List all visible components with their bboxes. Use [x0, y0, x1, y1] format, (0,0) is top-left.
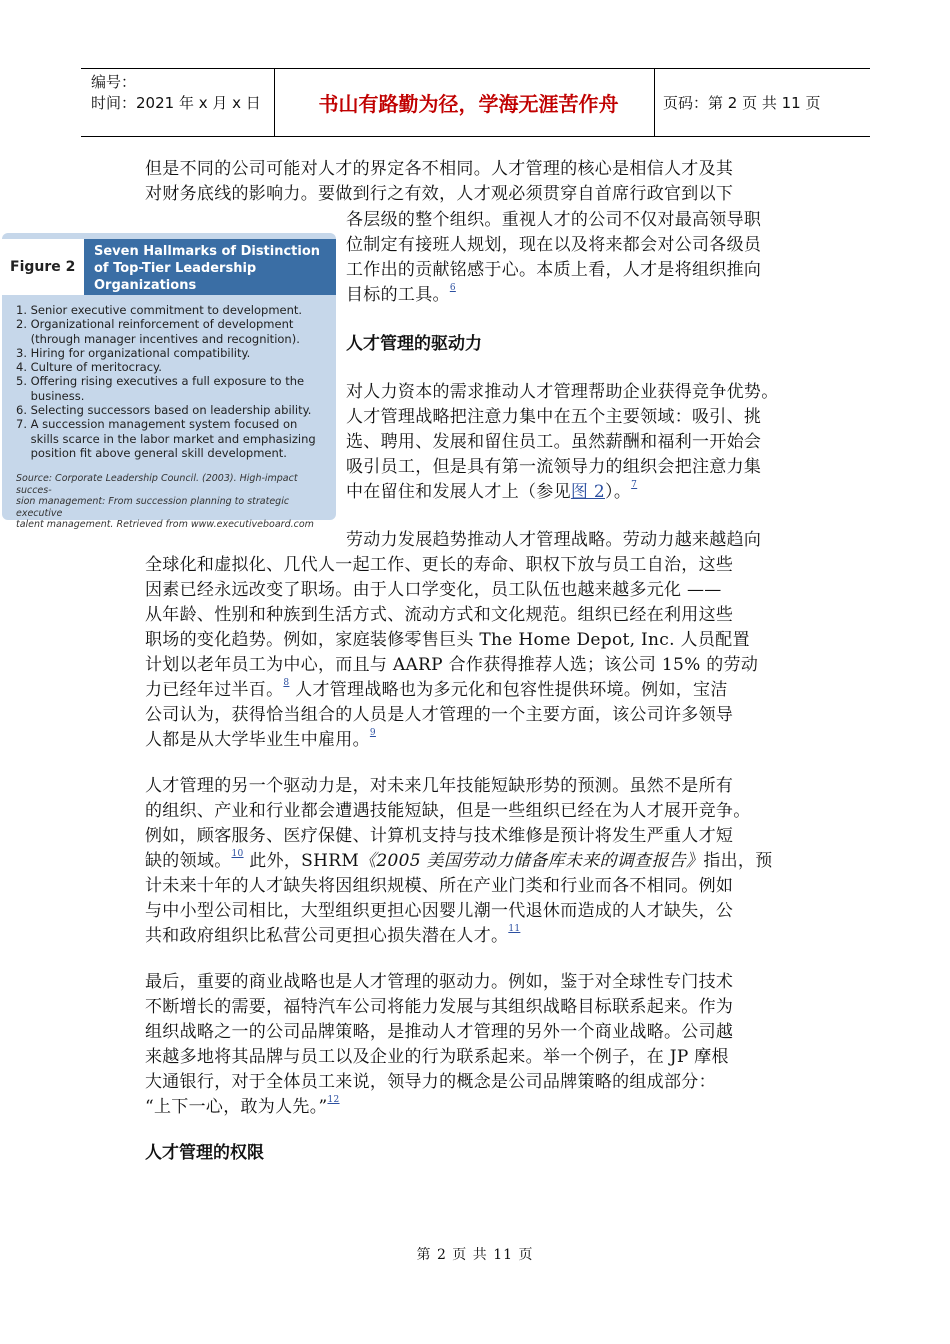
page-header	[81, 68, 870, 137]
paragraph-line: 最后，重要的商业战略也是人才管理的驱动力。例如，鉴于对全球性专门技术	[145, 972, 734, 992]
text-run: 共和政府组织比私营公司更担心损失潜在人才。	[145, 926, 509, 946]
paragraph-line: 大通银行，对于全体员工来说，领导力的概念是公司品牌策略的组成部分：	[145, 1072, 716, 1092]
footnote-link[interactable]: 7	[631, 480, 638, 490]
header-meta	[91, 72, 261, 114]
paragraph-line: 职场的变化趋势。例如，家庭装修零售巨头 The Home Depot, Inc. 人员配置	[145, 630, 750, 650]
text-run: 指出，预	[703, 851, 773, 871]
list-item: position fit above general skill development.	[16, 445, 287, 460]
footnote-link[interactable]: 11	[508, 924, 521, 934]
list-item: 3. Hiring for organizational compatibility.	[16, 345, 251, 360]
text-run: 缺的领域。	[145, 851, 232, 871]
hallmarks-list	[16, 303, 316, 460]
text-run: 目标的工具。	[346, 285, 450, 305]
figure-link[interactable]: 图 2	[570, 482, 606, 502]
paragraph-line: 工作出的贡献铭感于心。本质上看，人才是将组织推向	[346, 260, 762, 280]
date-line: 时间：2021 年 x 月 x 日	[91, 94, 261, 112]
paragraph-line	[145, 728, 376, 752]
source-line: talent management. Retrieved from www.executiveboard.com	[16, 519, 314, 530]
paragraph-line	[145, 924, 520, 948]
text-run: 人都是从大学毕业生中雇用。	[145, 730, 370, 750]
list-item: (through manager incentives and recognition).	[16, 331, 300, 346]
footnote-link[interactable]: 12	[327, 1095, 340, 1105]
list-item: business.	[16, 388, 85, 403]
paragraph-line: 与中小型公司相比，大型组织更担心因婴儿潮一代退休而造成的人才缺失，公	[145, 901, 734, 921]
list-item: 2. Organizational reinforcement of development	[16, 317, 294, 332]
paragraph-line: 的组织、产业和行业都会遭遇技能短缺，但是一些组织已经在为人才展开竞争。	[145, 801, 751, 821]
text-run: ）。	[605, 482, 632, 502]
paragraph-line: 计未来十年的人才缺失将因组织规模、所在产业门类和行业而各不相同。例如	[145, 876, 734, 896]
list-item: 6. Selecting successors based on leadership ability.	[16, 403, 312, 418]
list-item: 1. Senior executive commitment to development.	[16, 303, 303, 317]
paragraph-line: 计划以老年员工为中心，而且与 AARP 合作获得推荐人选；该公司 15% 的劳动	[145, 655, 759, 675]
paragraph-line: 劳动力发展趋势推动人才管理战略。劳动力越来越趋向	[346, 530, 762, 550]
paragraph-line	[145, 1095, 340, 1119]
paragraph-line	[346, 480, 637, 504]
text-run: 力已经年过半百。	[145, 680, 284, 700]
paragraph-line: 公司认为，获得恰当组合的人员是人才管理的一个主要方面，该公司许多领导	[145, 705, 734, 725]
list-item: skills scarce in the labor market and emphasizing	[16, 431, 316, 446]
paragraph-line: 但是不同的公司可能对人才的界定各不相同。人才管理的核心是相信人才及其	[145, 159, 734, 179]
page-footer: 第 2 页 共 11 页	[416, 1247, 534, 1263]
text-run: 此外，SHRM	[243, 851, 360, 871]
header-divider	[654, 69, 655, 136]
paragraph-line: 吸引员工，但是具有第一流领导力的组织会把注意力集	[346, 457, 762, 477]
number-label: 编号：	[91, 73, 137, 91]
figure-title: Seven Hallmarks of Distinction of Top-Tier Leadership Organizations	[84, 239, 336, 295]
footnote-link[interactable]: 10	[231, 849, 244, 859]
paragraph-line: 不断增长的需要，福特汽车公司将能力发展与其组织战略目标联系起来。作为	[145, 997, 734, 1017]
header-page-info: 页码：第 2 页 共 11 页	[663, 94, 821, 112]
paragraph-line	[145, 849, 773, 873]
footnote-link[interactable]: 8	[283, 678, 290, 688]
header-motto: 书山有路勤为径，学海无涯苦作舟	[318, 92, 619, 116]
figure-source	[16, 473, 331, 531]
paragraph-line: 位制定有接班人规划，现在以及将来都会对公司各级员	[346, 235, 762, 255]
section-heading: 人才管理的驱动力	[346, 334, 482, 354]
paragraph-line: 来越多地将其品牌与员工以及企业的行为联系起来。举一个例子，在 JP 摩根	[145, 1047, 729, 1067]
list-item: 7. A succession management system focused on	[16, 417, 298, 432]
paragraph-line: 例如，顾客服务、医疗保健、计算机支持与技术维修是预计将发生严重人才短	[145, 826, 734, 846]
text-run: 人才管理战略也为多元化和包容性提供环境。例如，宝洁	[289, 680, 728, 700]
text-run: “上下一心，敢为人先。”	[145, 1097, 328, 1117]
paragraph-line: 选、聘用、发展和留住员工。虽然薪酬和福利一开始会	[346, 432, 762, 452]
paragraph-line: 组织战略之一的公司品牌策略，是推动人才管理的另外一个商业战略。公司越	[145, 1022, 734, 1042]
footnote-link[interactable]: 6	[449, 283, 456, 293]
list-item: 5. Offering rising executives a full exposure to the	[16, 374, 305, 389]
paragraph-line: 各层级的整个组织。重视人才的公司不仅对最高领导职	[346, 210, 762, 230]
list-item: 4. Culture of meritocracy.	[16, 360, 162, 375]
source-line: sion management: From succession planning to strategic executive	[16, 496, 290, 519]
text-run: 中在留住和发展人才上（参见	[346, 482, 571, 502]
header-divider	[274, 69, 275, 136]
paragraph-line: 人才管理战略把注意力集中在五个主要领域：吸引、挑	[346, 407, 762, 427]
paragraph-line	[346, 283, 456, 307]
source-line: Source: Corporate Leadership Council. (2003). High-impact succes-	[16, 473, 298, 496]
footnote-link[interactable]: 9	[369, 728, 376, 738]
paragraph-line: 因素已经永远改变了职场。由于人口学变化，员工队伍也越来越多元化 ——	[145, 580, 722, 600]
paragraph-line: 全球化和虚拟化、几代人一起工作、更长的寿命、职权下放与员工自治，这些	[145, 555, 734, 575]
paragraph-line: 人才管理的另一个驱动力是，对未来几年技能短缺形势的预测。虽然不是所有	[145, 776, 734, 796]
section-heading: 人才管理的权限	[145, 1143, 264, 1163]
report-title: 《2005 美国劳动力储备库未来的调查报告》	[359, 851, 704, 871]
paragraph-line: 对人力资本的需求推动人才管理帮助企业获得竞争优势。	[346, 382, 779, 402]
figure-panel	[2, 233, 336, 530]
figure-label: Figure 2	[2, 239, 84, 295]
paragraph-line	[145, 678, 728, 702]
paragraph-line: 从年龄、性别和种族到生活方式、流动方式和文化规范。组织已经在利用这些	[145, 605, 734, 625]
paragraph-line: 对财务底线的影响力。要做到行之有效，人才观必须贯穿自首席行政官到以下	[145, 184, 734, 204]
